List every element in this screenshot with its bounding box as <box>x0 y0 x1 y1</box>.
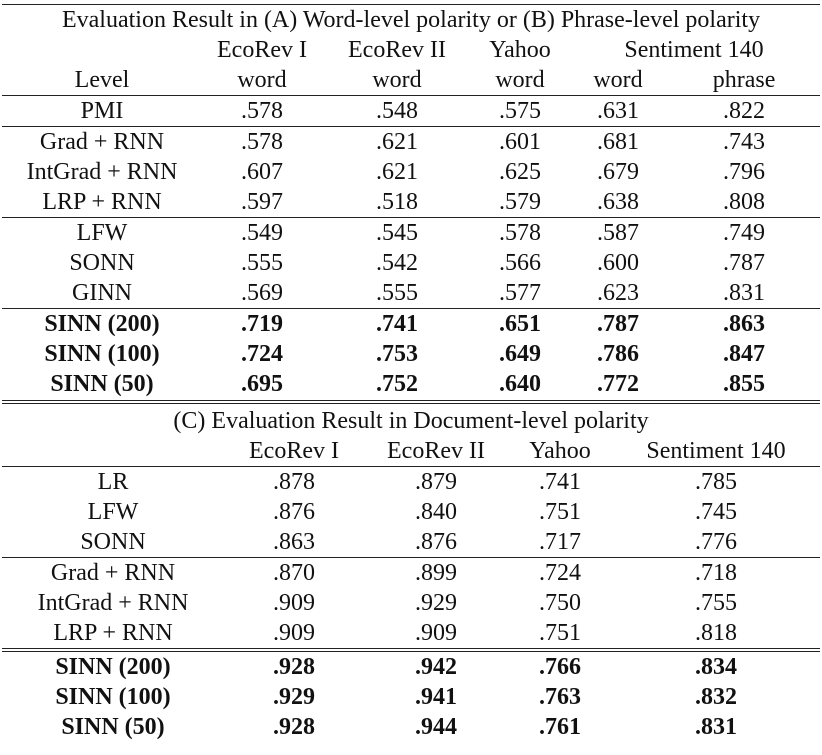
row-label: IntGrad + RNN <box>26 159 178 185</box>
table-row <box>2 157 820 187</box>
cell-value: .750 <box>539 590 581 616</box>
row-label: SINN (200) <box>2 650 224 682</box>
table-row <box>2 309 820 340</box>
cell-value: .597 <box>241 189 283 215</box>
table-row <box>2 650 820 682</box>
cell-value: .928 <box>224 650 364 682</box>
cell-value: .621 <box>322 127 472 158</box>
cell-value: .831 <box>695 714 738 740</box>
cell-value: .518 <box>376 189 418 215</box>
cell-value: .625 <box>499 159 541 185</box>
cell-value: .753 <box>376 341 418 367</box>
cell-value: .718 <box>612 558 820 589</box>
cell-value: .679 <box>597 159 639 185</box>
table-a-level-header-row <box>2 65 820 96</box>
cell-value: .717 <box>539 529 581 555</box>
cell-value: .942 <box>364 650 508 682</box>
cell-value: .638 <box>597 189 639 215</box>
cell-value: .763 <box>539 684 581 710</box>
cell-value: .741 <box>508 467 612 498</box>
cell-value: .548 <box>322 96 472 127</box>
cell-value: .577 <box>499 280 541 306</box>
cell-value: .909 <box>273 590 315 616</box>
cell-value: .749 <box>668 218 820 249</box>
cell-value: .847 <box>723 341 766 367</box>
cell-value: .555 <box>376 280 418 306</box>
document-polarity-table <box>2 406 820 742</box>
table-a-dataset-header-row <box>2 35 820 65</box>
table-row <box>2 527 820 558</box>
cell-value: .651 <box>472 309 568 340</box>
row-label: IntGrad + RNN <box>37 590 189 616</box>
cell-value: .876 <box>415 529 457 555</box>
row-label: Grad + RNN <box>2 127 202 158</box>
row-label: LRP + RNN <box>53 620 173 646</box>
row-label: SONN <box>69 250 135 276</box>
cell-value: .743 <box>668 127 820 158</box>
table-row <box>2 588 820 618</box>
row-label: SINN (50) <box>50 371 154 397</box>
cell-value: .863 <box>273 529 315 555</box>
header-granularity: word <box>372 67 422 93</box>
cell-value: .863 <box>668 309 820 340</box>
cell-value: .840 <box>415 499 457 525</box>
header-dataset: Yahoo <box>529 438 591 464</box>
cell-value: .724 <box>508 558 612 589</box>
table-c-caption-row <box>2 406 820 436</box>
cell-value: .745 <box>695 499 738 525</box>
cell-value: .909 <box>415 620 457 646</box>
cell-value: .899 <box>364 558 508 589</box>
cell-value: .681 <box>568 127 668 158</box>
cell-value: .944 <box>415 714 457 740</box>
cell-value: .549 <box>202 218 322 249</box>
table-row <box>2 497 820 527</box>
cell-value: .929 <box>415 590 457 616</box>
cell-value: .752 <box>376 371 418 397</box>
cell-value: .600 <box>597 250 639 276</box>
cell-value: .623 <box>597 280 639 306</box>
cell-value: .755 <box>695 590 738 616</box>
table-row <box>2 558 820 589</box>
row-label: SINN (200) <box>2 309 202 340</box>
cell-value: .787 <box>568 309 668 340</box>
cell-value: .831 <box>723 280 766 306</box>
cell-value: .808 <box>723 189 766 215</box>
cell-value: .724 <box>241 341 283 367</box>
cell-value: .579 <box>499 189 541 215</box>
header-granularity: word <box>237 67 287 93</box>
cell-value: .786 <box>597 341 639 367</box>
table-row <box>2 187 820 218</box>
cell-value: .766 <box>508 650 612 682</box>
table-row <box>2 278 820 309</box>
table-row <box>2 712 820 742</box>
row-label: SINN (100) <box>55 684 171 710</box>
row-label: LFW <box>87 499 139 525</box>
cell-value: .876 <box>273 499 315 525</box>
table-c-title: (C) Evaluation Result in Document-level polarity <box>173 408 649 434</box>
table-c-header-row <box>2 436 820 467</box>
cell-value: .569 <box>241 280 283 306</box>
header-level: Level <box>74 67 130 93</box>
cell-value: .566 <box>499 250 541 276</box>
cell-value: .818 <box>695 620 738 646</box>
row-label: PMI <box>2 96 202 127</box>
cell-value: .834 <box>612 650 820 682</box>
cell-value: .545 <box>322 218 472 249</box>
cell-value: .855 <box>723 371 766 397</box>
header-granularity: phrase <box>712 67 776 93</box>
cell-value: .621 <box>376 159 418 185</box>
header-dataset: EcoRev I <box>217 37 307 63</box>
cell-value: .631 <box>568 96 668 127</box>
cell-value: .719 <box>202 309 322 340</box>
cell-value: .751 <box>539 620 581 646</box>
header-dataset: Yahoo <box>489 37 551 63</box>
cell-value: .640 <box>499 371 541 397</box>
cell-value: .695 <box>241 371 283 397</box>
cell-value: .776 <box>695 529 738 555</box>
row-label: GINN <box>72 280 132 306</box>
cell-value: .578 <box>202 127 322 158</box>
cell-value: .796 <box>723 159 766 185</box>
table-row <box>2 467 820 498</box>
row-label: SONN <box>80 529 146 555</box>
table-a-title: Evaluation Result in (A) Word-level polarity or (B) Phrase-level polarity <box>2 5 820 36</box>
table-row <box>2 218 820 249</box>
cell-value: .879 <box>364 467 508 498</box>
row-label: LR <box>2 467 224 498</box>
word-phrase-polarity-table <box>2 4 820 399</box>
cell-value: .649 <box>499 341 541 367</box>
cell-value: .928 <box>273 714 315 740</box>
cell-value: .761 <box>539 714 581 740</box>
row-label: SINN (100) <box>44 341 160 367</box>
cell-value: .785 <box>612 467 820 498</box>
cell-value: .909 <box>273 620 315 646</box>
cell-value: .751 <box>539 499 581 525</box>
cell-value: .578 <box>472 218 568 249</box>
cell-value: .822 <box>668 96 820 127</box>
header-cell-blank <box>2 35 202 65</box>
header-dataset: Sentiment 140 <box>624 37 764 63</box>
cell-value: .555 <box>241 250 283 276</box>
table-row <box>2 96 820 127</box>
cell-value: .741 <box>322 309 472 340</box>
row-label: SINN (50) <box>61 714 165 740</box>
cell-value: .772 <box>597 371 639 397</box>
table-row <box>2 369 820 399</box>
cell-value: .787 <box>723 250 766 276</box>
table-row <box>2 339 820 369</box>
header-granularity: word <box>593 67 643 93</box>
cell-value: .575 <box>472 96 568 127</box>
header-granularity: word <box>495 67 545 93</box>
table-separator-double-rule <box>2 400 820 404</box>
cell-value: .832 <box>695 684 738 710</box>
header-dataset: EcoRev II <box>387 438 485 464</box>
header-cell-blank <box>2 436 224 467</box>
cell-value: .542 <box>376 250 418 276</box>
row-label: Grad + RNN <box>2 558 224 589</box>
table-row <box>2 682 820 712</box>
cell-value: .578 <box>202 96 322 127</box>
header-dataset: EcoRev I <box>249 438 339 464</box>
cell-value: .587 <box>568 218 668 249</box>
cell-value: .929 <box>273 684 315 710</box>
table-row <box>2 248 820 278</box>
cell-value: .878 <box>224 467 364 498</box>
header-dataset: EcoRev II <box>348 37 446 63</box>
cell-value: .601 <box>472 127 568 158</box>
row-label: LRP + RNN <box>42 189 162 215</box>
table-row <box>2 618 820 650</box>
cell-value: .941 <box>415 684 457 710</box>
cell-value: .607 <box>241 159 283 185</box>
row-label: LFW <box>2 218 202 249</box>
cell-value: .870 <box>224 558 364 589</box>
table-row <box>2 127 820 158</box>
header-dataset: Sentiment 140 <box>646 438 786 464</box>
table-a-caption-row <box>2 5 820 36</box>
